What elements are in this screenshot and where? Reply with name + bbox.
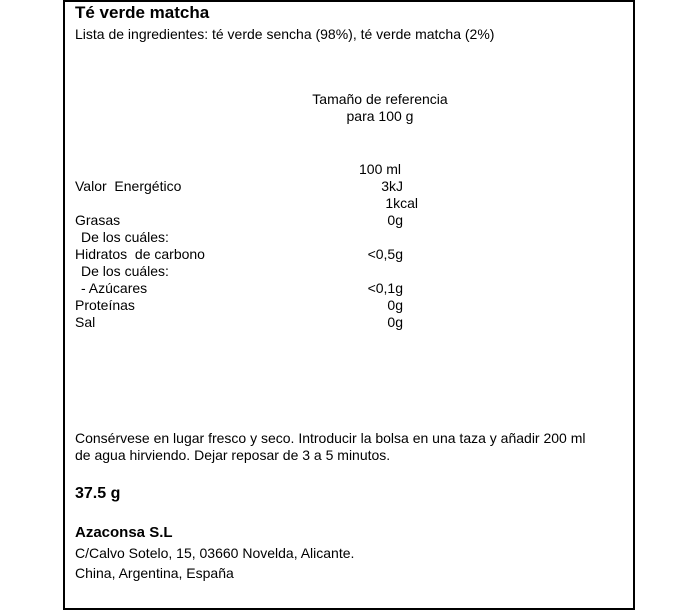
nutrition-label-sugars: - Azúcares — [81, 280, 148, 296]
product-title: Té verde matcha — [75, 3, 210, 22]
nutrition-label-salt: Sal — [75, 314, 96, 330]
nutrition-label-carbs: Hidratos de carbono — [75, 246, 205, 262]
nutrition-value-carbs: <0,5g — [367, 246, 403, 262]
nutrition-label-protein: Proteínas — [75, 297, 135, 313]
nutrition-label-carbs-of-which: De los cuáles: — [81, 263, 169, 279]
instructions-line2: de agua hirviendo. Dejar reposar de 3 a 5 minutos. — [75, 447, 391, 463]
nutrition-label-energy: Valor Energético — [75, 178, 182, 194]
instructions-line1: Consérvese en lugar fresco y seco. Introducir la bolsa en una taza y añadir 200 ml — [75, 430, 586, 446]
nutrition-value-protein: 0g — [387, 297, 403, 313]
nutrition-label-fat-of-which: De los cuáles: — [81, 229, 169, 245]
nutrition-value-energy-kcal: 1kcal — [385, 195, 418, 211]
nutrition-value-salt: 0g — [387, 314, 403, 330]
reference-size-line2: para 100 g — [346, 108, 414, 124]
company-address: C/Calvo Sotelo, 15, 03660 Novelda, Alicante. — [75, 545, 355, 561]
nutrition-value-energy-kj: 3kJ — [381, 178, 403, 194]
nutrition-label-fat: Grasas — [75, 212, 121, 228]
ingredients-list: Lista de ingredientes: té verde sencha (98%), té verde matcha (2%) — [75, 26, 495, 42]
company-name: Azaconsa S.L — [75, 524, 173, 541]
net-weight: 37.5 g — [75, 485, 121, 502]
nutrition-value-sugars: <0,1g — [367, 280, 403, 296]
nutrition-value-fat: 0g — [387, 212, 403, 228]
country-of-origin: China, Argentina, España — [75, 565, 234, 581]
reference-size-line1: Tamaño de referencia — [312, 91, 448, 107]
nutrition-unit-header: 100 ml — [359, 161, 402, 177]
